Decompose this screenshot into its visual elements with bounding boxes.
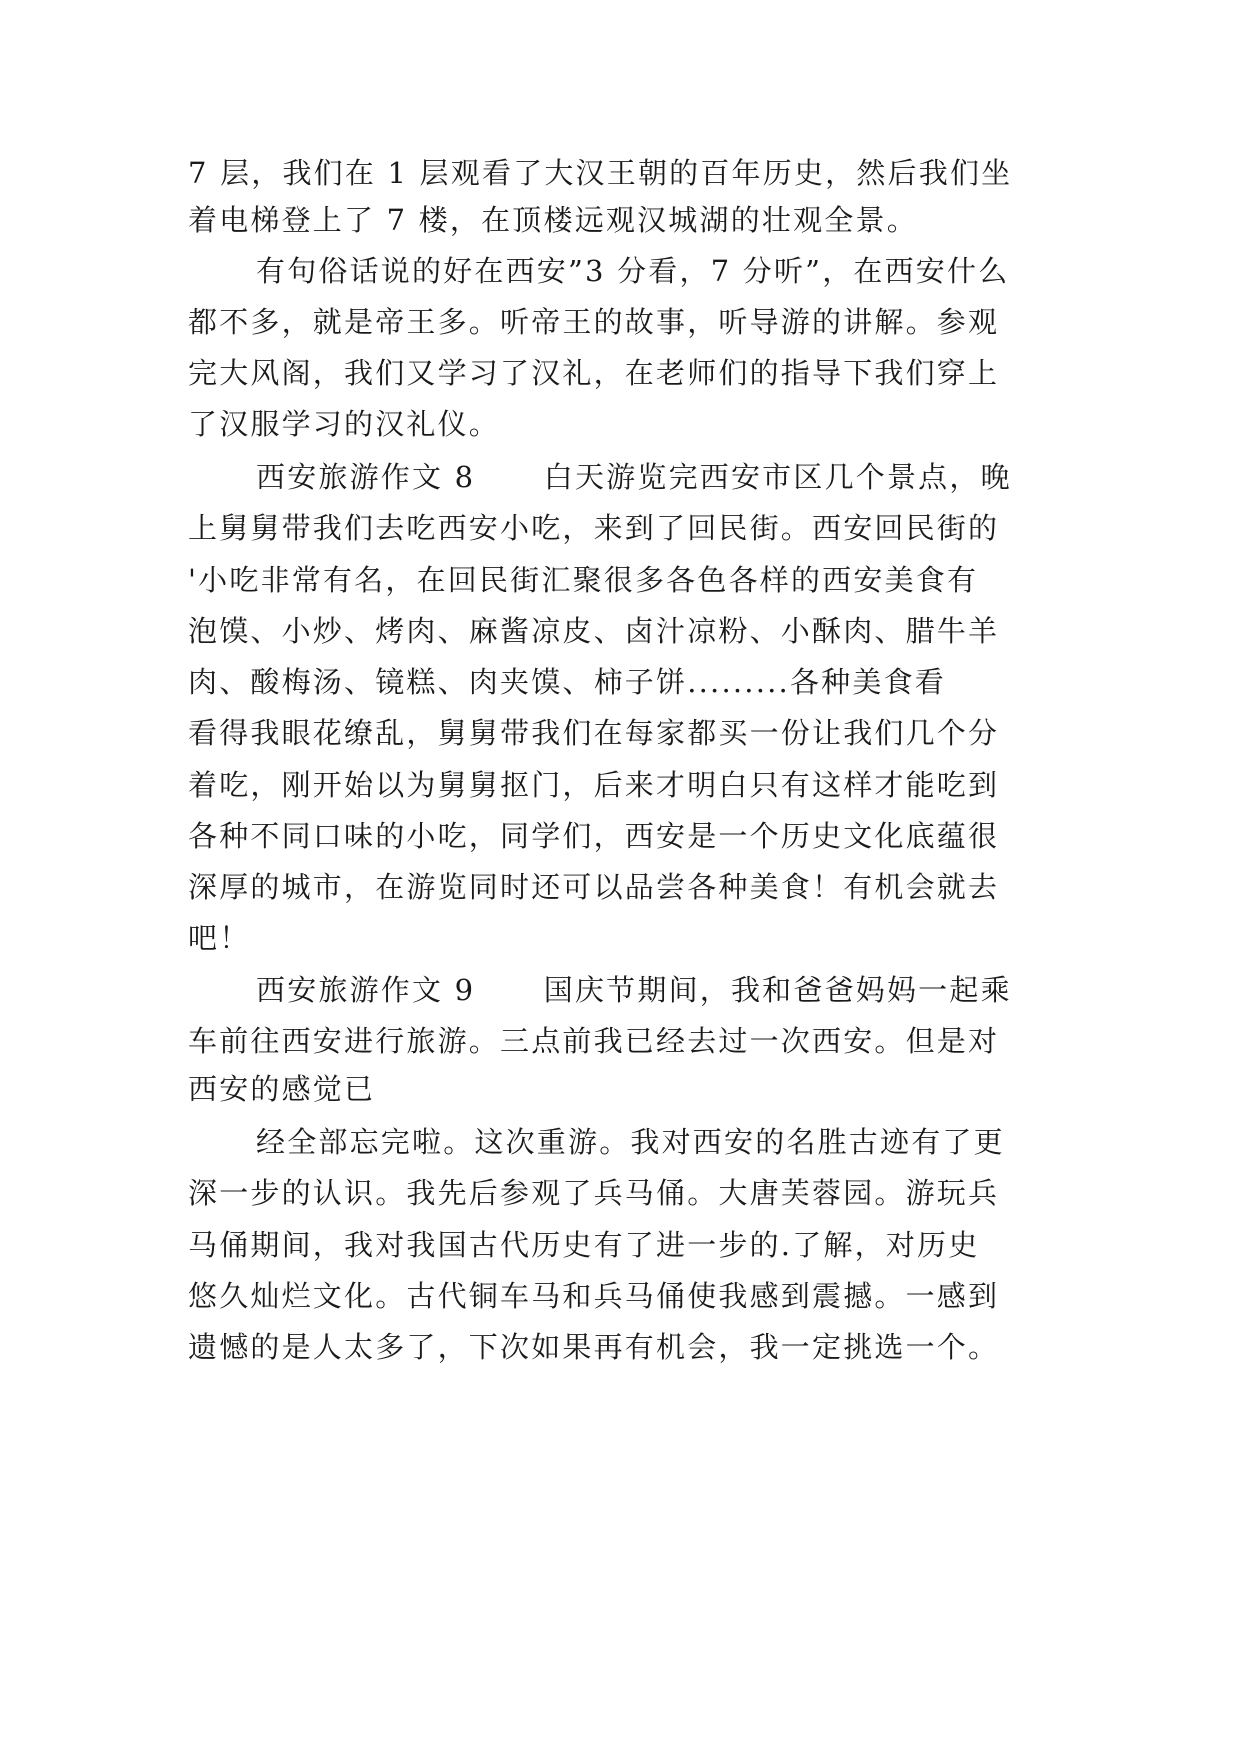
text-line: 泡馍、小炒、烤肉、麻酱凉皮、卤汁凉粉、小酥肉、腊牛羊: [188, 614, 1000, 648]
text-line: 经全部忘完啦。这次重游。我对西安的名胜古迹有了更: [256, 1125, 1005, 1159]
text-line: 着电梯登上了 7 楼，在顶楼远观汉城湖的壮观全景。: [188, 203, 918, 237]
text-line: 有句俗话说的好在西安”3 分看，7 分听”，在西安什么: [256, 254, 1010, 288]
text-line: 着吃，刚开始以为舅舅抠门，后来才明白只有这样才能吃到: [188, 768, 1000, 802]
text-line: 各种不同口味的小吃，同学们，西安是一个历史文化底蕴很: [188, 819, 1000, 853]
text-line: 西安旅游作文 8 白天游览完西安市区几个景点，晚: [256, 460, 1012, 494]
text-line: 车前往西安进行旅游。三点前我已经去过一次西安。但是对: [188, 1024, 1000, 1058]
text-line: 上舅舅带我们去吃西安小吃，来到了回民街。西安回民街的: [188, 511, 1000, 545]
text-line: 看得我眼花缭乱，舅舅带我们在每家都买一份让我们几个分: [188, 716, 1000, 750]
text-line: 西安的感觉已: [188, 1072, 376, 1106]
text-line: 了汉服学习的汉礼仪。: [188, 407, 501, 441]
text-line: 深厚的城市，在游览同时还可以品尝各种美食！有机会就去: [188, 870, 1000, 904]
text-line: 深一步的认识。我先后参观了兵马俑。大唐芙蓉园。游玩兵: [188, 1176, 1000, 1210]
text-line: 遗憾的是人太多了，下次如果再有机会，我一定挑选一个。: [188, 1330, 1000, 1364]
text-line: 7 层，我们在 1 层观看了大汉王朝的百年历史，然后我们坐: [188, 156, 1013, 190]
text-line: 西安旅游作文 9 国庆节期间，我和爸爸妈妈一起乘: [256, 973, 1012, 1007]
text-line: 都不多，就是帝王多。听帝王的故事，听导游的讲解。参观: [188, 305, 1000, 339]
text-line: 吧！: [188, 921, 251, 955]
text-line: 肉、酸梅汤、镜糕、肉夹馍、柿子饼.........各种美食看: [188, 665, 946, 699]
text-line: 马俑期间，我对我国古代历史有了进一步的.了解，对历史: [188, 1228, 980, 1262]
text-line: 完大风阁，我们又学习了汉礼，在老师们的指导下我们穿上: [188, 356, 1000, 390]
text-line: 悠久灿烂文化。古代铜车马和兵马俑使我感到震撼。一感到: [188, 1279, 1000, 1313]
text-line: '小吃非常有名，在回民街汇聚很多各色各样的西安美食有: [188, 563, 979, 597]
